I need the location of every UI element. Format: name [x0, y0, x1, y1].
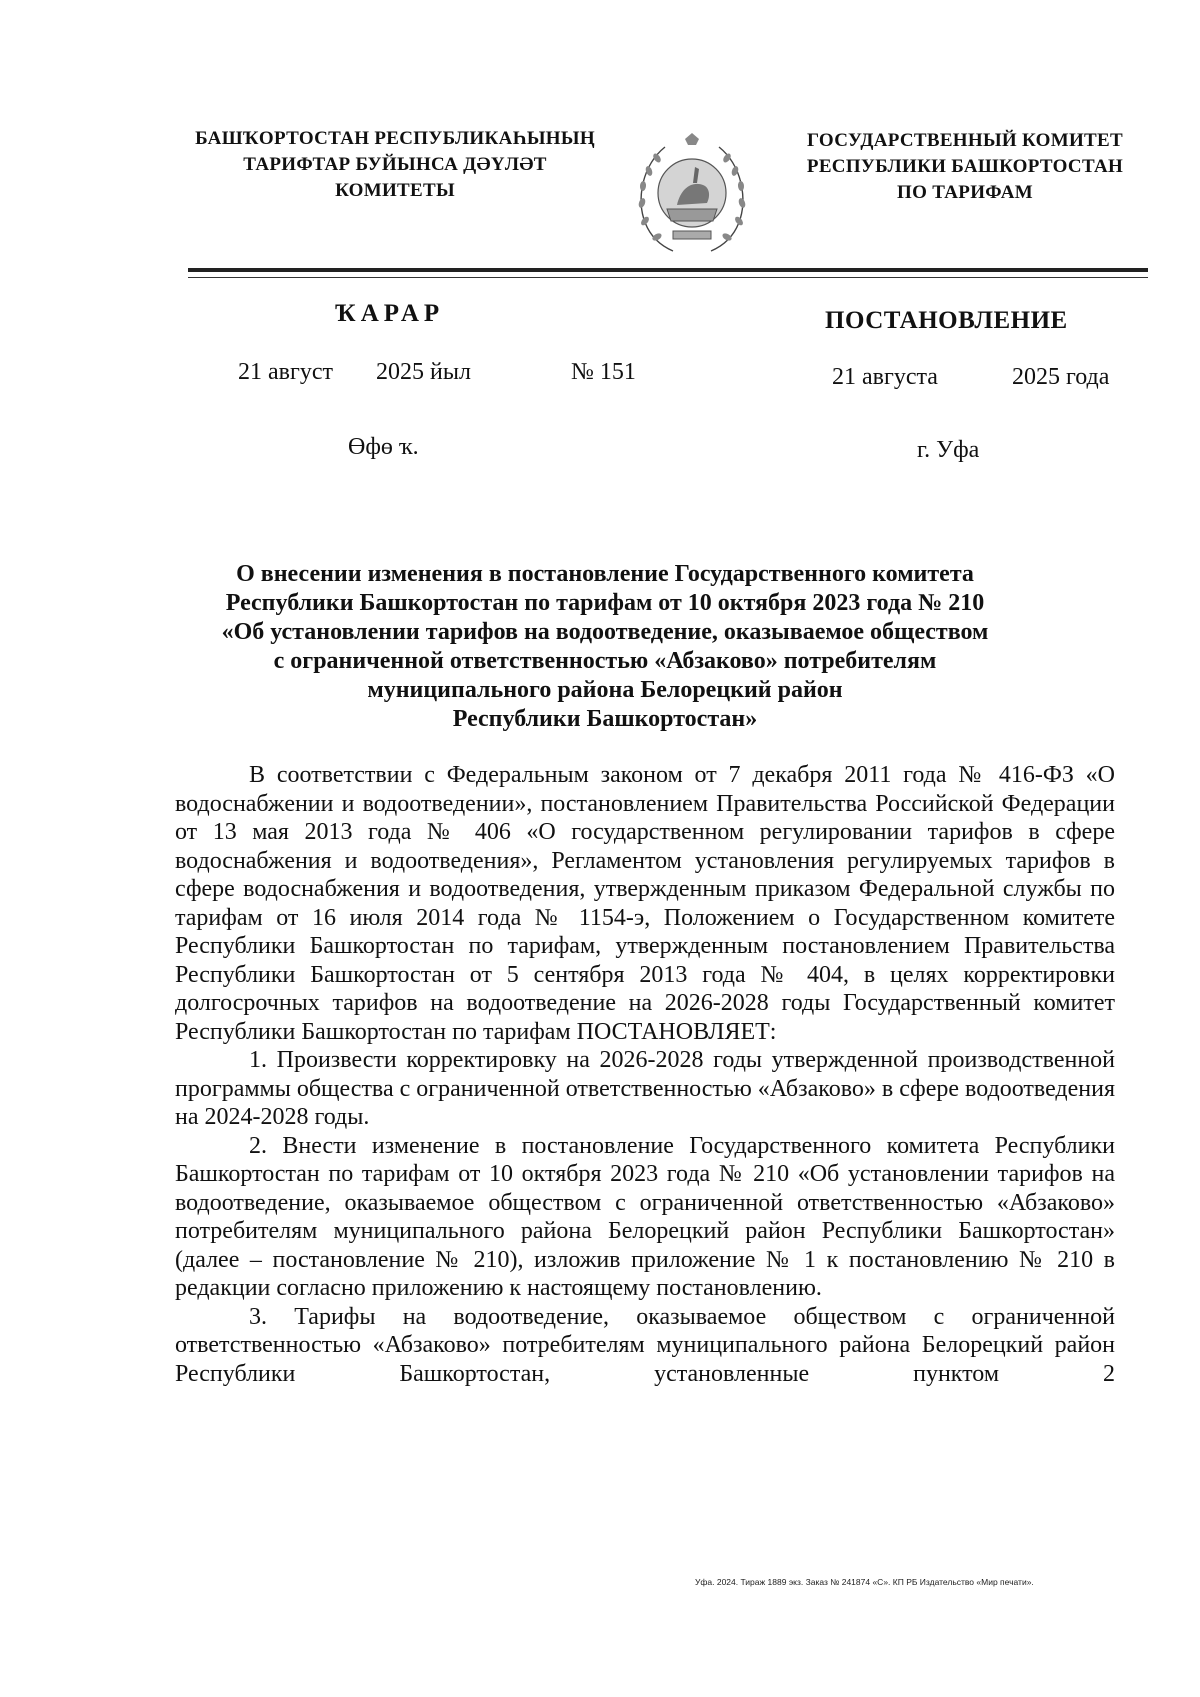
heading-line-1: О внесении изменения в постановление Государственного комитета — [236, 561, 974, 587]
body-item-1: 1. Произвести корректировку на 2026-2028 годы утвержденной производственной программы общества с ограниченной ответственностью «Абзаково» в сфере водоотведения на 2024-2028 годы. — [175, 1047, 1115, 1130]
body-item-2: 2. Внести изменение в постановление Государственного комитета Республики Башкортостан по тарифам от 10 октября 2023 года № 210 «Об установлении тарифов на водоотведение, оказываемое обществом с ограниченной ответственностью «Абзаково» потребителям муниципального района Белорецкий район Республики Башкортостан» (далее – постановление № 210), изложив приложение № 1 к постановлению № 210 в редакции согласно приложению к настоящему постановлению. — [175, 1132, 1115, 1301]
decree-date-day-russian: 21 августа — [832, 364, 938, 390]
header-left-line-1: БАШҠОРТОСТАН РЕСПУБЛИКАҺЫНЫҢ — [195, 128, 595, 149]
header-right-line-2: РЕСПУБЛИКИ БАШКОРТОСТАН — [806, 156, 1124, 177]
decree-date-year-russian: 2025 года — [1012, 364, 1110, 390]
header-right-line-3: ПО ТАРИФАМ — [897, 182, 1033, 203]
decree-number: № 151 — [571, 359, 636, 385]
bashkortostan-coat-of-arms-icon — [633, 131, 751, 259]
decree-date-day-bashkir: 21 август — [238, 359, 333, 385]
decree-heading — [170, 560, 1040, 734]
print-imprint: Уфа. 2024. Тираж 1889 экз. Заказ № 241874 «С». КП РБ Издательство «Мир печати». — [695, 1577, 1034, 1587]
heading-line-6: Республики Башкортостан» — [452, 706, 758, 732]
city-russian: г. Уфа — [917, 437, 980, 463]
header-left-line-3: КОМИТЕТЫ — [335, 180, 455, 201]
decree-title-russian: ПОСТАНОВЛЕНИЕ — [825, 307, 1068, 334]
decree-body — [175, 761, 1115, 1388]
heading-line-5: муниципального района Белорецкий район — [367, 677, 843, 703]
body-preamble: В соответствии с Федеральным законом от 7 декабря 2011 года № 416-ФЗ «О водоснабжении и водоотведении», постановлением Правительства Российской Федерации от 13 мая 2013 года № 406 «О государственном регулировании тарифов в сфере водоснабжения и водоотведения», Регламентом установления регулируемых тарифов в сфере водоснабжения и водоотведения, утвержденным приказом Федеральной службы по тарифам от 16 июля 2014 года № 1154-э, Положением о Государственном комитете Республики Башкортостан по тарифам, утвержденным постановлением Правительства Республики Башкортостан от 5 сентября 2013 года № 404, в целях корректировки долгосрочных тарифов на водоотведение на 2026-2028 годы Государственный комитет Республики Башкортостан по тарифам ПОСТАНОВЛЯЕТ: — [175, 762, 1115, 1045]
heading-line-3: «Об установлении тарифов на водоотведение, оказываемое обществом — [221, 619, 989, 645]
heading-line-2: Республики Башкортостан по тарифам от 10 октября 2023 года № 210 — [225, 590, 985, 616]
header-right-russian — [780, 128, 1150, 206]
decree-title-bashkir: ҠАРАР — [335, 300, 445, 327]
header-divider-thin — [188, 277, 1148, 278]
decree-date-year-bashkir: 2025 йыл — [376, 359, 471, 385]
header-left-bashkir — [175, 126, 615, 204]
body-item-3: 3. Тарифы на водоотведение, оказываемое обществом с ограниченной ответственностью «Абзаково» потребителям муниципального района Белорецкий район Республики Башкортостан, установленные пунктом 2 — [175, 1303, 1115, 1387]
header-divider-thick — [188, 268, 1148, 272]
heading-line-4: с ограниченной ответственностью «Абзаково» потребителям — [273, 648, 937, 674]
header-left-line-2: ТАРИФТАР БУЙЫНСА ДӘҮЛӘТ — [243, 154, 547, 175]
header-right-line-1: ГОСУДАРСТВЕННЫЙ КОМИТЕТ — [807, 130, 1123, 151]
city-bashkir: Өфө ҡ. — [348, 434, 419, 460]
